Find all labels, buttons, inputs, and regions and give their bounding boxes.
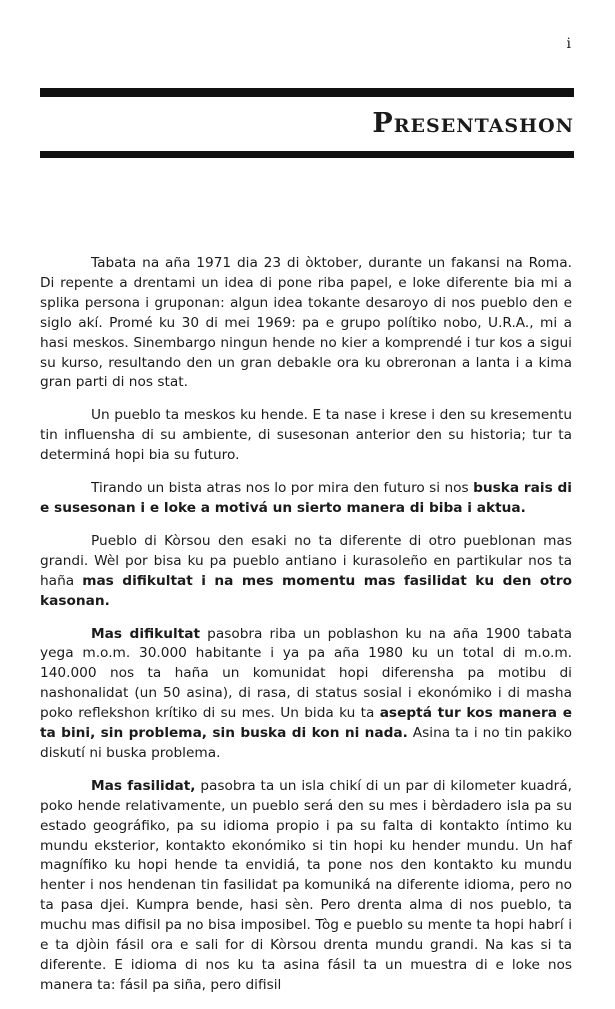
bold-text: mas difikultat i na mes momentu mas fasilidat ku den otro kasonan. xyxy=(40,572,573,609)
text-run: pasobra riba un poblashon ku na aña 1900 tabata yega m.o.m. 30.000 habitante i ya pa aña 1980 ku un total di m.o.m. 140.000 nos ta haña un komunidat hopi diferensha pa motibu di nashonalidat (un 50 asina), di rasa, di status sosial i ekonómiko i di masha poko reflekshon krítiko di su mes. Un bida ku ta xyxy=(40,625,573,722)
text-run: pasobra ta un isla chikí di un par di kilometer kuadrá, poko hende relativamente, un pueblo será den su mes i bèrdadero isla pa su estado geográfiko, pa su idioma propio i pa su falta di kontakto íntimo ku mundu eksterior, kontakto ekonómiko si tin hopi ku hender mundu. Un haf magnífiko ku hopi hende ta envidiá, ta pone nos den kontakto ku mundu henter i nos hendenan tin fasilidat pa komuniká na diferente idioma, pero no ta pasa djei. Kumpra bende, hasi sèn. Pero drenta alma di nos pueblo, ta muchu mas difisil pa no bisa imposibel. Tòg e pueblo su mente ta hopi habrí i e ta djòin fásil ora e sali for di Kòrsou drenta mundu grandi. Na kas si ta diferente. E idioma di nos ku ta asina fásil ta un muestra di e loke nos manera ta: fásil pa siña, pero difisil xyxy=(40,777,572,993)
bottom-rule xyxy=(40,151,574,158)
text-run: Tabata na aña 1971 dia 23 di òktober, durante un fakansi na Roma. Di repente a drentami un idea di pone riba papel, e loke diferente bia mi a splika persona i gruponan: algun idea tokante desaroyo di nos pueblo den e siglo akí. Promé ku 30 di mei 1969: pa e grupo polítiko nobo, U.R.A., mi a hasi meskos. Sinembargo ningun hende no kier a komprendé i tur kos a sigui su kurso, resultando den un gran debakle ora ku obreronan a lanta i a kima gran parti di nos stat. xyxy=(40,255,572,391)
paragraph xyxy=(40,625,572,764)
paragraph xyxy=(40,254,572,393)
paragraph xyxy=(40,777,572,996)
page-number: i xyxy=(566,36,571,52)
bold-text: buska rais di e susesonan i e loke a motivá un sierto manera di biba i aktua. xyxy=(40,480,573,516)
paragraph xyxy=(40,406,572,466)
text-run: Pueblo di Kòrsou den esaki no ta diferente di otro pueblonan mas grandi. Wèl por bisa ku pa pueblo antiano i kurasoleño en partikular nos ta haña xyxy=(40,532,572,589)
paragraph xyxy=(40,479,572,519)
paragraph xyxy=(40,532,572,612)
page-title: Presentashon xyxy=(372,108,574,139)
body-text xyxy=(40,254,572,1009)
text-run: Un pueblo ta meskos ku hende. E ta nase i krese i den su kresementu tin influensha di su ambiente, di susesonan anterior den su historia; tur ta determiná hopi bia su futuro. xyxy=(40,407,572,464)
text-run: Asina ta i no tin pakiko diskutí ni buska problema. xyxy=(40,725,572,761)
bold-text: Mas difikultat xyxy=(91,625,201,642)
bold-text: aseptá tur kos manera e ta bini, sin problema, sin buska di kon ni nada. xyxy=(40,705,572,742)
bold-text: Mas fasilidat, xyxy=(91,777,196,794)
text-run: Tirando un bista atras nos lo por mira den futuro si nos xyxy=(91,480,474,497)
top-rule xyxy=(40,88,574,97)
